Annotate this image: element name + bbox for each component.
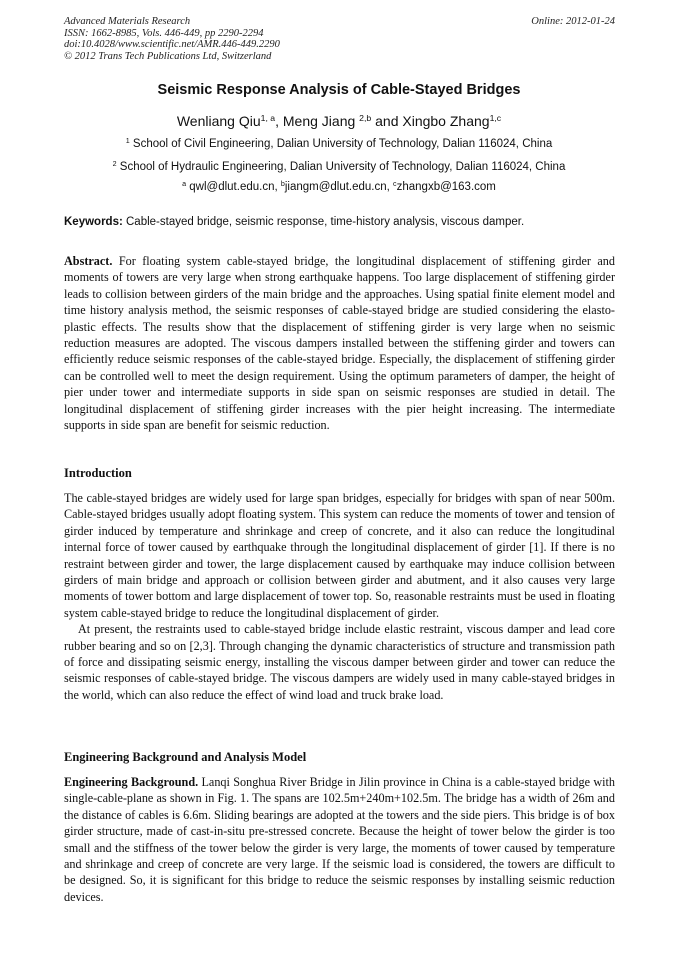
engineering-text: Lanqi Songhua River Bridge in Jilin province in China is a cable-stayed bridge with single-cable-plane as shown in Fig. 1. The spans are 102.5m+240m+102.5m. The bridge has a width of 26m and the distance of cables is 6.6m. Sliding bearings are adopted at the towers and the side piers. This bridge is of box girder structure, made of cast-in-situ pre-stressed concrete. Because the height of tower below the girder is too small and the stiffness of the tower below the girder is very large, the moments of tower caused by temperature and shrinkage and creep of concrete are very large. If the seismic load is considered, the towers are difficult to be designed. So, it is significant for this bridge to reduce the seismic responses by installing seismic reduction devices. [64,775,615,904]
abstract [64,253,615,433]
introduction-paragraph-1: The cable-stayed bridges are widely used for large span bridges, especially for bridges with span of near 500m. Cable-stayed bridges usually adopt floating system. This system can reduce the moments of tower and tension of girder induced by temperature and shrinkage and creep of concrete, and it also can reduce the longitudinal internal force of tower caused by earthquake through the longitudinal displacement of girder [1]. If there is no restraint between girder and tower, the large displacement caused by earthquake may induce collision between girders of main bridge and approach or collision between girder and abutment, and it also causes very large moments of tower bottom and large displacement of tower top. So, reasonable restraints must be used in floating system cable-stayed bridge to reduce the longitudinal displacement of girder. [64,491,615,620]
affiliation-1-text: School of Civil Engineering, Dalian University of Technology, Dalian 116024, China [129,138,553,150]
email-c-sup: c [393,180,397,189]
author-sep-1: , Meng Jiang [275,113,360,129]
engineering-label: Engineering Background. [64,775,199,789]
email-b-sup: b [280,180,285,189]
keywords [64,216,615,228]
author-3-sup: 1,c [489,113,502,124]
email-c[interactable]: zhangxb@163.com [396,181,496,193]
engineering-body [64,774,615,905]
issn-line: ISSN: 1662-8985, Vols. 446-449, pp 2290-2294 [64,27,264,39]
paper-title: Seismic Response Analysis of Cable-Stayed Bridges [157,82,521,98]
affiliation-2-sup: 2 [112,160,117,169]
email-line [0,181,678,193]
copyright-line: © 2012 Trans Tech Publications Ltd, Switzerland [64,50,272,62]
introduction-heading: Introduction [64,466,132,480]
abstract-paragraph [64,253,615,433]
abstract-text: For floating system cable-stayed bridge, the longitudinal displacement of stiffening girder and moments of towers are very large when strong earthquake happens. Too large displacement of stiffening girder leads to collision between girders of the main bridge and the approaches. Using spatial finite element model and time history analysis method, the seismic responses of cable-stayed bridge are studied considering the elasto-plastic effects. The results show that the displacement of stiffening girder is very large when no seismic reduction measures are adopted. The viscous dampers installed between the stiffening girder and towers can efficiently reduce seismic responses of the cable-stayed bridge. Especially, the displacement of stiffening girder can be controlled well to meet the design requirement. Using the optimum parameters of damper, the height of pier under tower and intermediate supports in side span on seismic responses are studied in detail. The longitudinal displacement of stiffening girder increases with the pier height increasing. The intermediate supports in side span are benefit for seismic reduction. [64,254,615,433]
author-line [0,113,678,129]
online-date: Online: 2012-01-24 [531,16,615,27]
affiliation-2-text: School of Hydraulic Engineering, Dalian University of Technology, Dalian 116024, China [116,161,566,173]
author-sep-2: and Xingbo Zhang [371,113,490,129]
email-a[interactable]: qwl@dlut.edu.cn, [186,181,281,193]
keywords-label: Keywords: [64,216,123,228]
engineering-heading: Engineering Background and Analysis Model [64,750,307,764]
email-a-sup: a [182,180,187,189]
affiliation-2 [0,161,678,173]
author-1-sup: 1, a [260,113,276,124]
journal-header [64,16,615,62]
engineering-paragraph [64,774,615,905]
introduction-paragraph-2: At present, the restraints used to cable-stayed bridge include elastic restraint, viscous damper and lead core rubber bearing and so on [2,3]. Through changing the dynamic characteristics of structure and transmission path of force and dissipating seismic energy, installing the viscous damper between girder and tower can reduce the seismic responses of cable-stayed bridge. The viscous dampers are widely used in many cable-stayed bridges in the world, which can also reduce the effect of wind load and truck brake load. [64,622,615,702]
author-2-sup: 2,b [359,113,372,124]
journal-name: Advanced Materials Research [64,16,191,27]
author-1: Wenliang Qiu [176,113,261,129]
introduction-body [64,490,615,703]
affiliation-1-sup: 1 [125,137,130,146]
email-b[interactable]: jiangm@dlut.edu.cn, [284,181,394,193]
keywords-text: Cable-stayed bridge, seismic response, time-history analysis, viscous damper. [122,216,525,228]
doi-line[interactable]: doi:10.4028/www.scientific.net/AMR.446-449.2290 [64,39,280,51]
abstract-label: Abstract. [64,254,113,268]
affiliation-1 [0,138,678,150]
